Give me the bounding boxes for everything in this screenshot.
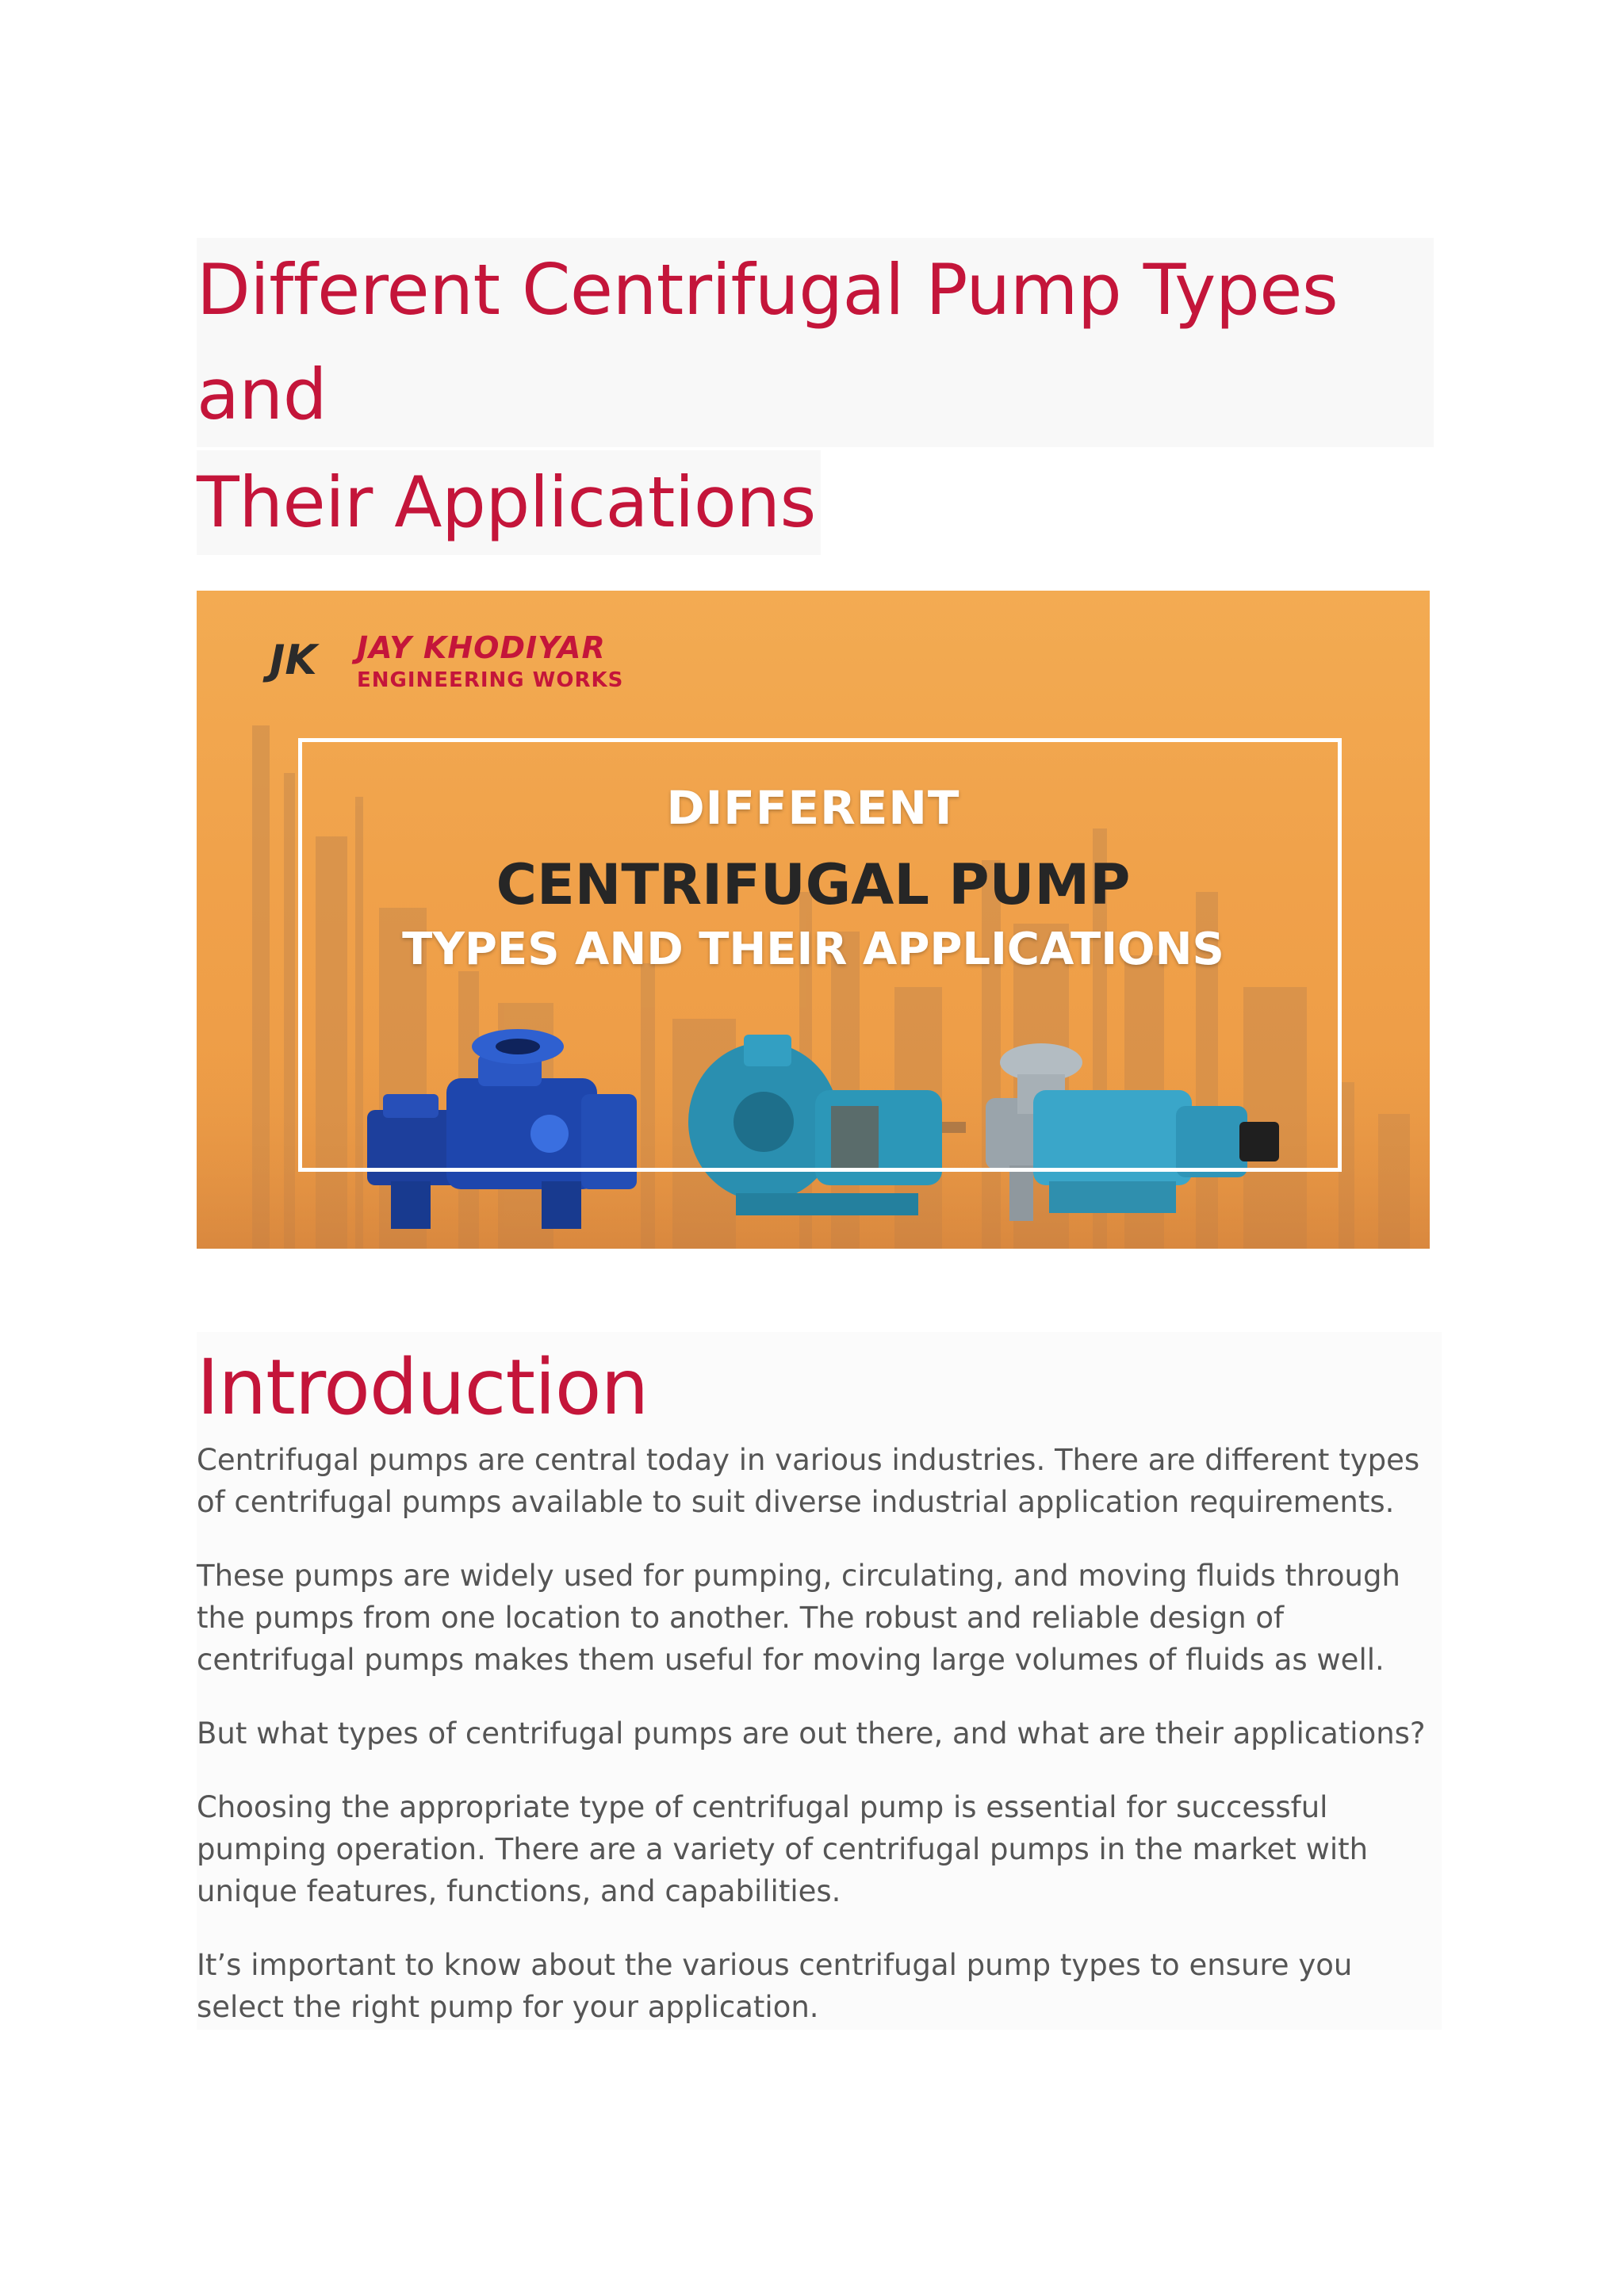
intro-section	[197, 1332, 1442, 2030]
intro-paragraph: Choosing the appropriate type of centrifugal pump is essential for successful pumping operation. There are a variety of centrifugal pumps in the market with unique features, functions, and capabilities.	[197, 1790, 1369, 1908]
intro-paragraph: Centrifugal pumps are central today in various industries. There are different types of centrifugal pumps available to suit diverse industrial application requirements.	[197, 1443, 1420, 1519]
banner-line-2: CENTRIFUGAL PUMP	[496, 852, 1131, 917]
intro-paragraph: It’s important to know about the various centrifugal pump types to ensure you select the right pump for your application.	[197, 1948, 1353, 2024]
banner-line-1: DIFFERENT	[666, 781, 960, 835]
page-title	[197, 238, 1434, 558]
title-line-1: Different Centrifugal Pump Types and	[197, 238, 1434, 447]
logo-mark: JK	[270, 637, 317, 684]
hero-banner	[197, 591, 1430, 1249]
intro-paragraph: These pumps are widely used for pumping, circulating, and moving fluids through the pumps from one location to another. The robust and reliable design of centrifugal pumps makes them useful for moving large volumes of fluids as well.	[197, 1559, 1400, 1677]
intro-paragraph: But what types of centrifugal pumps are out there, and what are their applications?	[197, 1716, 1426, 1751]
title-line-2: Their Applications	[197, 450, 821, 555]
logo-subtitle: ENGINEERING WORKS	[357, 668, 624, 692]
banner-line-3: TYPES AND THEIR APPLICATIONS	[402, 924, 1224, 975]
logo-name: JAY KHODIYAR	[357, 630, 606, 665]
intro-body	[197, 1439, 1442, 2060]
company-logo	[270, 630, 624, 702]
intro-heading: Introduction	[197, 1343, 649, 1432]
